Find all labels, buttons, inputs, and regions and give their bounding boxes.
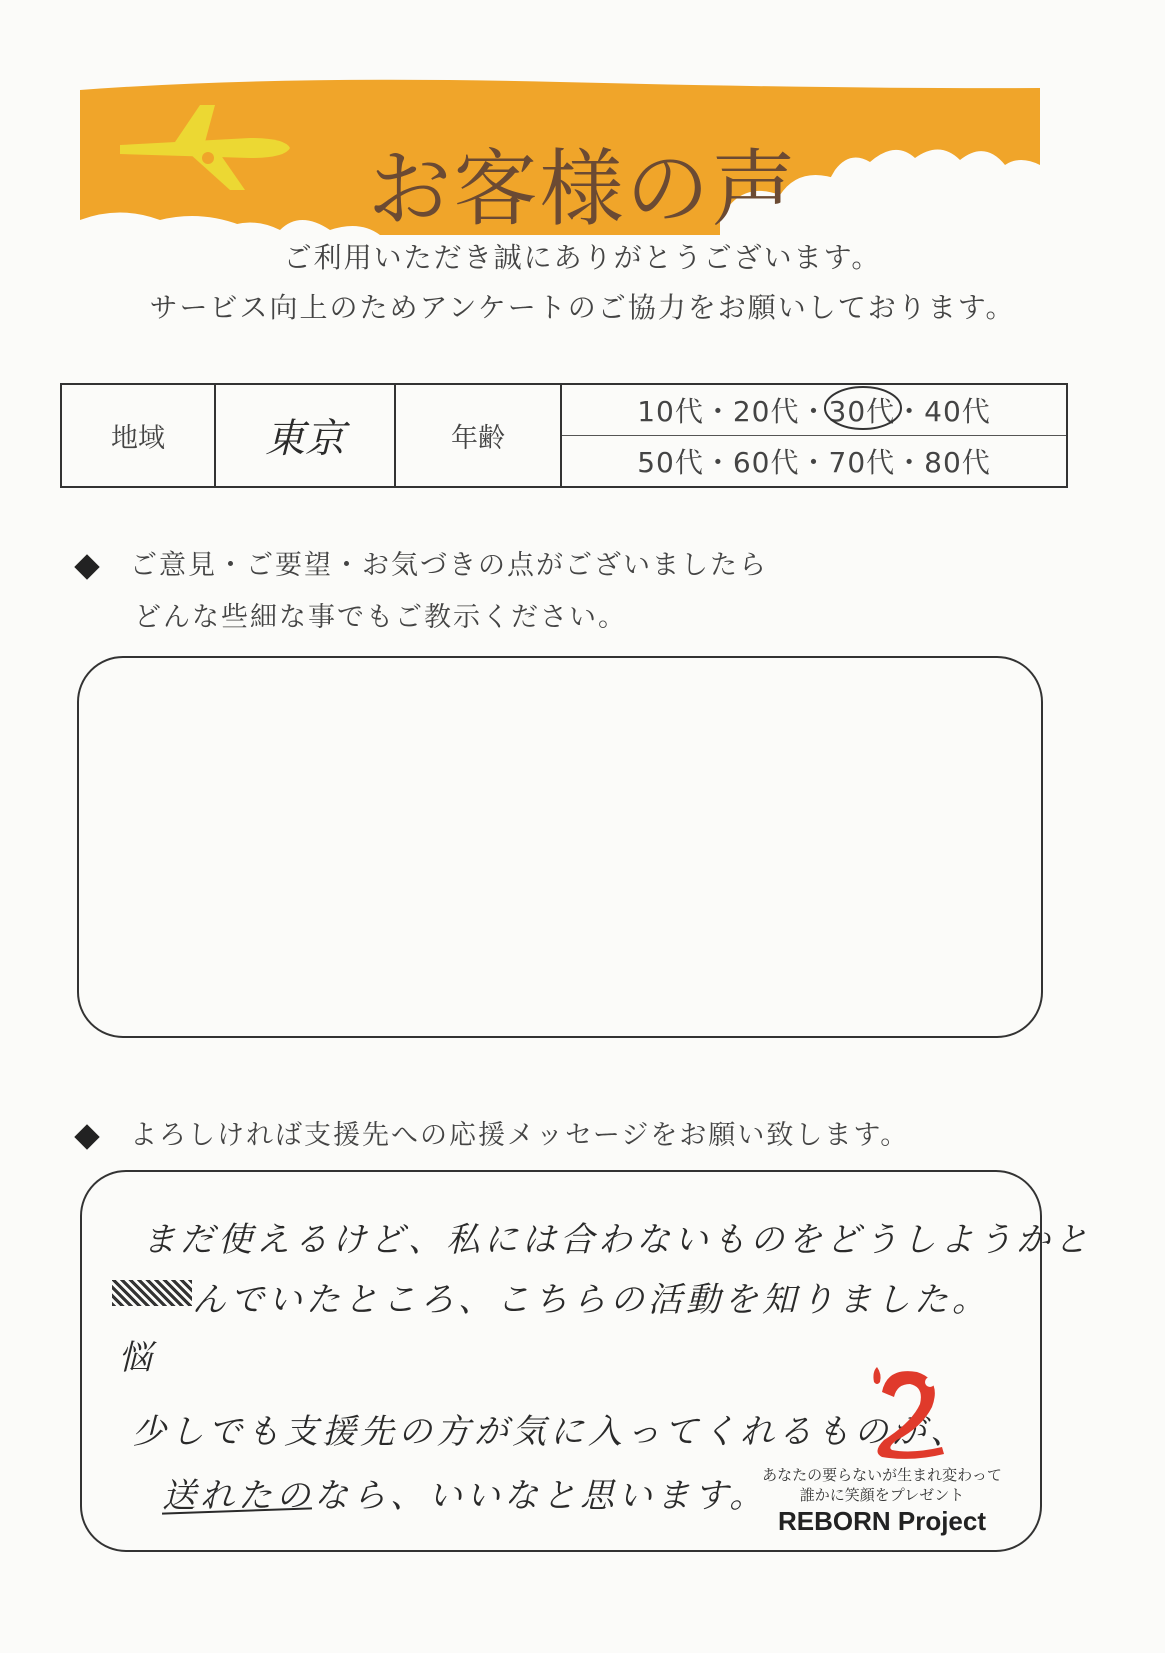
age-option: 10代 — [637, 395, 704, 428]
reborn-logo-icon — [862, 1362, 952, 1462]
logo-tagline-2: 誰かに笑顔をプレゼント — [799, 1486, 965, 1504]
section2-answer-box[interactable] — [80, 1170, 1092, 1552]
diamond-bullet-icon — [74, 1124, 99, 1149]
section2-question — [70, 1110, 909, 1162]
age-row-1: 10代 ・ 20代 ・ 30代 ・ 40代 — [562, 385, 1066, 435]
section1-answer-box[interactable] — [77, 656, 1043, 1038]
message-line: 少しでも支援先の方が気に入ってくれるものが、 — [132, 1412, 968, 1452]
region-value: 東京 — [265, 416, 345, 462]
info-table — [60, 383, 1068, 488]
section1-question — [70, 540, 768, 644]
message-line: んでいたところ、こちらの活動を知りました。 — [192, 1280, 990, 1320]
age-option: 60代 — [732, 446, 800, 479]
message-line: 送れたのなら、いいなと思います。 — [162, 1476, 768, 1516]
message-correction: 悩 — [118, 1338, 156, 1378]
section2-line1: よろしければ支援先への応援メッセージをお願い致します。 — [130, 1120, 910, 1151]
region-label: 地域 — [62, 385, 216, 486]
selection-circle-icon — [819, 382, 909, 434]
section1-line2: どんな些細な事でもご教示ください。 — [134, 602, 627, 633]
age-label: 年齢 — [396, 385, 562, 486]
age-option: 80代 — [924, 446, 991, 479]
age-option: 70代 — [828, 446, 896, 479]
region-value-cell — [216, 385, 396, 486]
diamond-bullet-icon — [74, 554, 99, 579]
message-line: まだ使えるけど、私には合わないものをどうしようかと — [142, 1220, 1092, 1260]
logo-tagline-1: あなたの要らないが生まれ変わって — [762, 1466, 1002, 1484]
scribbled-out-text — [112, 1280, 192, 1306]
intro-line-2: サービス向上のためアンケートのご協力をお願いしております。 — [149, 291, 1016, 324]
logo-name: REBORN Project — [777, 1506, 987, 1536]
intro-line-1: ご利用いただき誠にありがとうございます。 — [283, 241, 882, 274]
page-title: お客様の声 — [367, 140, 798, 238]
age-row-2: 50代 ・ 60代 ・ 70代 ・ 80代 — [562, 436, 1066, 486]
age-option: 20代 — [732, 395, 800, 428]
section1-line1: ご意見・ご要望・お気づきの点がございましたら — [130, 550, 768, 581]
age-option-selected: 30代 — [829, 390, 896, 430]
age-option: 40代 — [924, 395, 991, 428]
age-option: 50代 — [637, 446, 704, 479]
